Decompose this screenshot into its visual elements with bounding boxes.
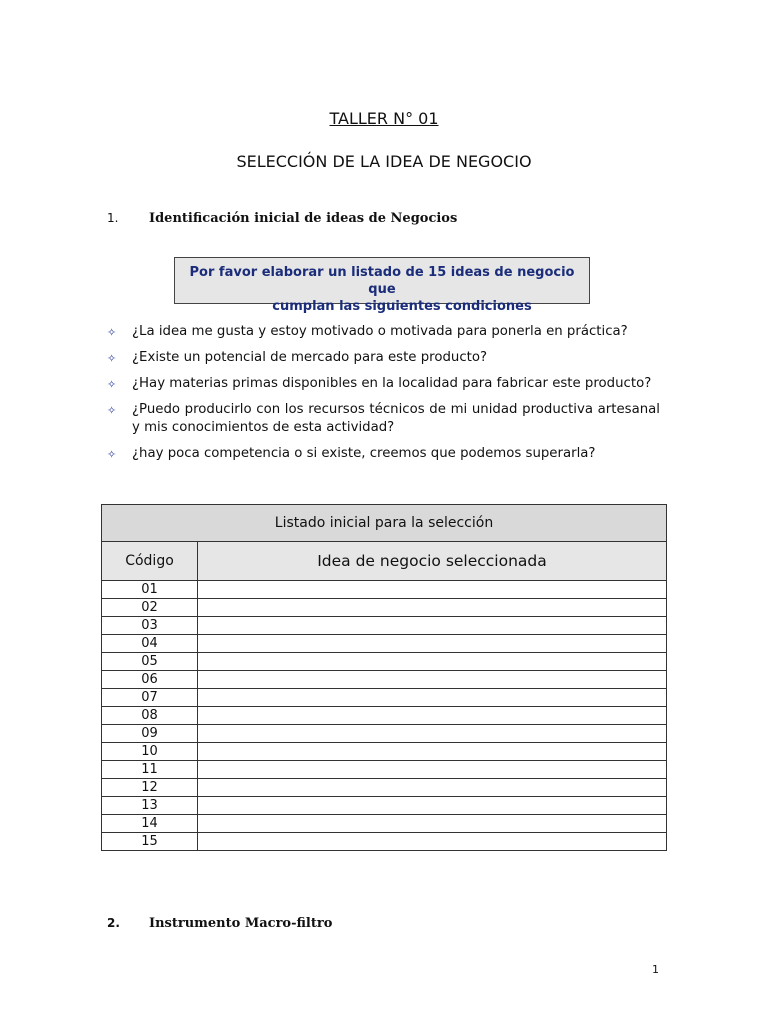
table-row [102,707,667,725]
diamond-bullet-icon: ✧ [107,352,117,365]
row-idea-cell[interactable] [198,671,667,689]
row-idea-cell[interactable] [198,617,667,635]
criteria-item [107,349,660,367]
column-header-code: Código [102,542,198,581]
row-code: 02 [102,599,198,617]
row-code: 06 [102,671,198,689]
section-1-title: Identificación inicial de ideas de Negocios [149,211,458,226]
diamond-bullet-icon: ✧ [107,378,117,391]
row-code: 15 [102,833,198,851]
row-code: 05 [102,653,198,671]
table-row [102,797,667,815]
row-idea-cell[interactable] [198,599,667,617]
page-number: 1 [652,963,659,976]
table-row [102,743,667,761]
criteria-item [107,445,660,463]
criteria-item [107,401,660,437]
table-row [102,761,667,779]
column-header-idea: Idea de negocio seleccionada [198,542,667,581]
table-row [102,653,667,671]
table-row [102,779,667,797]
row-code: 09 [102,725,198,743]
row-idea-cell[interactable] [198,761,667,779]
table-row [102,617,667,635]
criteria-list [107,323,660,471]
row-idea-cell[interactable] [198,815,667,833]
row-idea-cell[interactable] [198,707,667,725]
table-row [102,635,667,653]
row-code: 14 [102,815,198,833]
criteria-text: ¿Hay materias primas disponibles en la localidad para fabricar este producto? [132,376,652,391]
criteria-item [107,323,660,341]
row-code: 08 [102,707,198,725]
section-2-number: 2. [107,916,120,930]
row-code: 11 [102,761,198,779]
row-idea-cell[interactable] [198,635,667,653]
row-idea-cell[interactable] [198,779,667,797]
criteria-text: ¿Puedo producirlo con los recursos técnicos de mi unidad productiva artesanal y mis conocimientos de esta actividad? [132,402,660,435]
table-row [102,581,667,599]
table-row [102,815,667,833]
row-idea-cell[interactable] [198,833,667,851]
row-code: 04 [102,635,198,653]
table-row [102,599,667,617]
instruction-box [174,257,590,314]
document-subtitle: SELECCIÓN DE LA IDEA DE NEGOCIO [236,152,532,171]
row-code: 01 [102,581,198,599]
row-code: 03 [102,617,198,635]
ideas-table [101,504,667,851]
diamond-bullet-icon: ✧ [107,448,117,461]
criteria-text: ¿La idea me gusta y estoy motivado o motivada para ponerla en práctica? [132,324,628,339]
table-row [102,833,667,851]
criteria-text: ¿Existe un potencial de mercado para este producto? [132,350,488,365]
row-idea-cell[interactable] [198,689,667,707]
table-row [102,725,667,743]
section-2-title: Instrumento Macro-filtro [149,916,333,931]
row-code: 13 [102,797,198,815]
section-1-number: 1. [107,211,119,225]
table-row [102,689,667,707]
row-idea-cell[interactable] [198,725,667,743]
instruction-line-2: cumplan las siguientes condiciones [272,299,532,314]
row-idea-cell[interactable] [198,581,667,599]
diamond-bullet-icon: ✧ [107,404,117,417]
diamond-bullet-icon: ✧ [107,326,117,339]
row-code: 12 [102,779,198,797]
criteria-text: ¿hay poca competencia o si existe, creemos que podemos superarla? [132,446,596,461]
row-code: 10 [102,743,198,761]
table-caption: Listado inicial para la selección [102,505,667,542]
row-code: 07 [102,689,198,707]
row-idea-cell[interactable] [198,743,667,761]
criteria-item [107,375,660,393]
row-idea-cell[interactable] [198,797,667,815]
row-idea-cell[interactable] [198,653,667,671]
instruction-line-1: Por favor elaborar un listado de 15 ideas de negocio que [189,265,575,297]
table-row [102,671,667,689]
document-title: TALLER N° 01 [329,109,439,128]
